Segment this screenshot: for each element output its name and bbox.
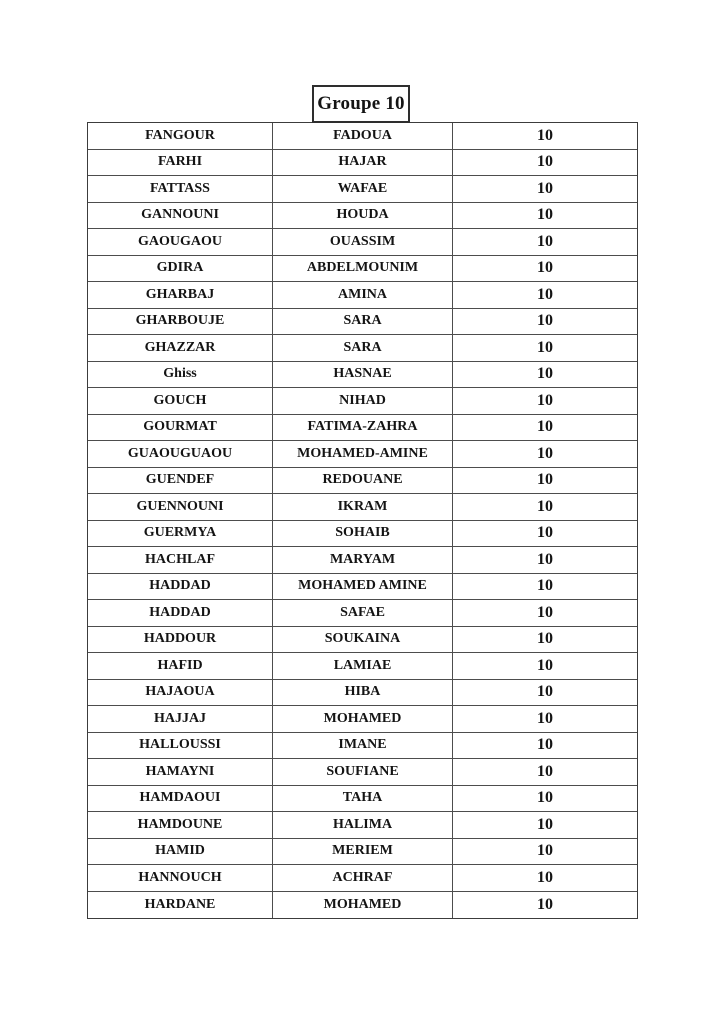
grade-cell: 10 [537,762,553,780]
first-name-cell: FADOUA [273,123,453,149]
table-row [88,627,637,654]
grade-cell: 10 [537,868,553,886]
first-name-cell: ACHRAF [273,865,453,891]
table-row [88,388,637,415]
last-name-cell: FARHI [88,150,273,176]
table-row [88,494,637,521]
first-name-cell: AMINA [273,282,453,308]
first-name-cell: OUASSIM [273,229,453,255]
first-name-cell: HOUDA [273,203,453,229]
first-name-cell: HASNAE [273,362,453,388]
last-name-cell: HAFID [88,653,273,679]
grade-cell: 10 [537,524,553,542]
first-name-cell: MOHAMED [273,892,453,919]
first-name-cell: SARA [273,309,453,335]
grade-cell: 10 [537,206,553,224]
grade-cell: 10 [537,630,553,648]
table-row [88,839,637,866]
last-name-cell: HAMID [88,839,273,865]
first-name-cell: SARA [273,335,453,361]
last-name-cell: HADDAD [88,600,273,626]
grade-cell: 10 [537,709,553,727]
last-name-cell: GOURMAT [88,415,273,441]
first-name-cell: MOHAMED-AMINE [273,441,453,467]
last-name-cell: GUAOUGUAOU [88,441,273,467]
last-name-cell: GAOUGAOU [88,229,273,255]
last-name-cell: GHAZZAR [88,335,273,361]
first-name-cell: IKRAM [273,494,453,520]
grade-cell: 10 [537,365,553,383]
grade-cell: 10 [537,842,553,860]
first-name-cell: SAFAE [273,600,453,626]
table-row [88,229,637,256]
table-row [88,653,637,680]
first-name-cell: IMANE [273,733,453,759]
first-name-cell: MOHAMED [273,706,453,732]
last-name-cell: HARDANE [88,892,273,919]
first-name-cell: HIBA [273,680,453,706]
grade-cell: 10 [537,259,553,277]
table-row [88,786,637,813]
table-row [88,123,637,150]
last-name-cell: HAMDAOUI [88,786,273,812]
first-name-cell: MOHAMED AMINE [273,574,453,600]
grade-cell: 10 [537,338,553,356]
last-name-cell: HAJAOUA [88,680,273,706]
last-name-cell: HACHLAF [88,547,273,573]
last-name-cell: HANNOUCH [88,865,273,891]
table-row [88,600,637,627]
table-row [88,415,637,442]
grade-cell: 10 [537,179,553,197]
grades-table [87,122,638,919]
first-name-cell: SOUFIANE [273,759,453,785]
last-name-cell: GUERMYA [88,521,273,547]
table-row [88,680,637,707]
last-name-cell: FANGOUR [88,123,273,149]
first-name-cell: MERIEM [273,839,453,865]
table-row [88,335,637,362]
table-row [88,176,637,203]
grade-cell: 10 [537,153,553,171]
first-name-cell: REDOUANE [273,468,453,494]
last-name-cell: HALLOUSSI [88,733,273,759]
first-name-cell: SOUKAINA [273,627,453,653]
last-name-cell: HADDOUR [88,627,273,653]
last-name-cell: FATTASS [88,176,273,202]
table-row [88,521,637,548]
first-name-cell: MARYAM [273,547,453,573]
table-row [88,150,637,177]
last-name-cell: GUENNOUNI [88,494,273,520]
grade-cell: 10 [537,497,553,515]
last-name-cell: GUENDEF [88,468,273,494]
grade-cell: 10 [537,550,553,568]
first-name-cell: FATIMA-ZAHRA [273,415,453,441]
table-row [88,733,637,760]
last-name-cell: GDIRA [88,256,273,282]
grade-cell: 10 [537,471,553,489]
grade-cell: 10 [537,789,553,807]
grade-cell: 10 [537,736,553,754]
group-title: Groupe 10 [317,93,405,114]
grade-cell: 10 [537,683,553,701]
table-row [88,574,637,601]
first-name-cell: NIHAD [273,388,453,414]
table-row [88,706,637,733]
first-name-cell: LAMIAE [273,653,453,679]
group-title-box [312,85,410,123]
grade-cell: 10 [537,577,553,595]
grade-cell: 10 [537,656,553,674]
table-row [88,362,637,389]
first-name-cell: ABDELMOUNIM [273,256,453,282]
table-row [88,812,637,839]
table-row [88,865,637,892]
last-name-cell: GHARBOUJE [88,309,273,335]
grade-cell: 10 [537,418,553,436]
grade-cell: 10 [537,815,553,833]
last-name-cell: GANNOUNI [88,203,273,229]
first-name-cell: WAFAE [273,176,453,202]
table-row [88,547,637,574]
last-name-cell: HAMDOUNE [88,812,273,838]
last-name-cell: GOUCH [88,388,273,414]
table-row [88,309,637,336]
table-row [88,282,637,309]
grade-cell: 10 [537,391,553,409]
grade-cell: 10 [537,895,553,913]
first-name-cell: HALIMA [273,812,453,838]
table-row [88,256,637,283]
grade-cell: 10 [537,444,553,462]
first-name-cell: SOHAIB [273,521,453,547]
table-row [88,468,637,495]
table-row [88,441,637,468]
grade-cell: 10 [537,312,553,330]
table-row [88,892,637,919]
first-name-cell: TAHA [273,786,453,812]
last-name-cell: Ghiss [88,362,273,388]
last-name-cell: HAJJAJ [88,706,273,732]
grade-cell: 10 [537,603,553,621]
last-name-cell: HADDAD [88,574,273,600]
first-name-cell: HAJAR [273,150,453,176]
last-name-cell: HAMAYNI [88,759,273,785]
last-name-cell: GHARBAJ [88,282,273,308]
table-row [88,203,637,230]
grade-cell: 10 [537,232,553,250]
table-row [88,759,637,786]
grade-cell: 10 [537,126,553,144]
grade-cell: 10 [537,285,553,303]
